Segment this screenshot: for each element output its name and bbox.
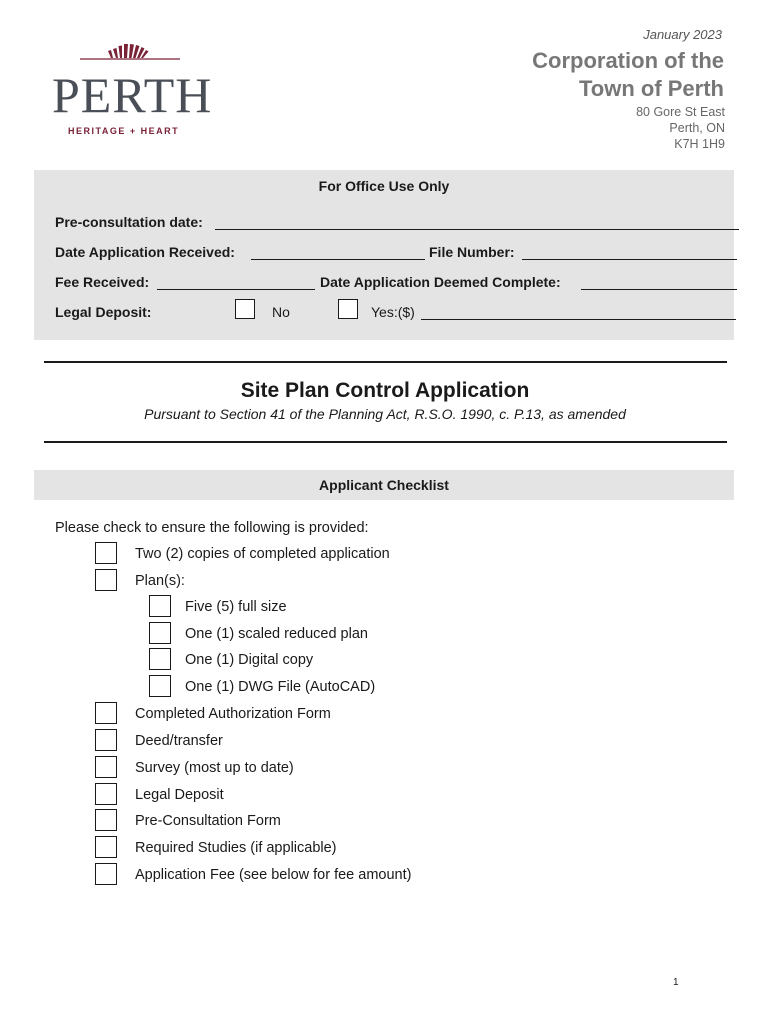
checklist-checkbox[interactable] <box>95 863 117 885</box>
legal-deposit-label: Legal Deposit: <box>55 304 152 320</box>
address-line-2: Perth, ON <box>669 121 725 135</box>
document-title: Site Plan Control Application <box>240 379 530 402</box>
checklist-item-label: Legal Deposit <box>135 787 224 803</box>
checklist-item-label: Completed Authorization Form <box>135 706 331 722</box>
checklist-checkbox[interactable] <box>149 622 171 644</box>
legal-deposit-no-checkbox[interactable] <box>235 299 255 319</box>
title-bottom-rule <box>44 441 727 443</box>
checklist-checkbox[interactable] <box>149 675 171 697</box>
checklist-item-label: Deed/transfer <box>135 733 223 749</box>
checklist-item-label: Two (2) copies of completed application <box>135 546 390 562</box>
checklist-checkbox[interactable] <box>149 595 171 617</box>
checklist-checkbox[interactable] <box>95 569 117 591</box>
deemed-complete-field[interactable] <box>581 289 737 290</box>
checklist-checkbox[interactable] <box>95 809 117 831</box>
page-number: 1 <box>673 977 679 988</box>
address-line-3: K7H 1H9 <box>674 137 725 151</box>
header-date: January 2023 <box>643 27 722 42</box>
preconsultation-row <box>55 212 717 232</box>
checklist-item-label: Pre-Consultation Form <box>135 813 281 829</box>
file-number-label: File Number: <box>429 244 515 260</box>
fee-received-field[interactable] <box>157 289 315 290</box>
checklist-item-label: One (1) DWG File (AutoCAD) <box>185 679 376 695</box>
date-received-label: Date Application Received: <box>55 244 235 260</box>
logo-wordmark: PERTH <box>52 67 213 123</box>
checklist-checkbox[interactable] <box>95 756 117 778</box>
organization-address <box>636 104 725 152</box>
preconsultation-field[interactable] <box>215 229 739 230</box>
document-subtitle: Pursuant to Section 41 of the Planning Act, R.S.O. 1990, c. P.13, as amended <box>144 406 626 422</box>
perth-logo <box>50 40 213 140</box>
checklist-item-label: Required Studies (if applicable) <box>135 840 337 856</box>
fee-received-label: Fee Received: <box>55 274 150 290</box>
yes-label: Yes:($) <box>371 304 415 320</box>
checklist-checkbox[interactable] <box>95 836 117 858</box>
org-line-2: Town of Perth <box>578 76 724 101</box>
checklist-checkbox[interactable] <box>149 648 171 670</box>
checklist-item-label: Survey (most up to date) <box>135 760 294 776</box>
deemed-complete-label: Date Application Deemed Complete: <box>320 274 561 290</box>
title-top-rule <box>44 361 727 363</box>
checklist-item-label: Five (5) full size <box>185 599 287 615</box>
date-received-field[interactable] <box>251 259 425 260</box>
checklist-checkbox[interactable] <box>95 702 117 724</box>
legal-deposit-row <box>55 302 717 322</box>
date-received-row <box>55 242 717 262</box>
sunburst-icon <box>80 40 180 62</box>
logo-tagline: HERITAGE + HEART <box>68 126 180 136</box>
checklist-item-label: One (1) scaled reduced plan <box>185 626 368 642</box>
preconsultation-label: Pre-consultation date: <box>55 214 203 230</box>
office-use-title: For Office Use Only <box>318 178 450 194</box>
checklist-item-label: One (1) Digital copy <box>185 652 314 668</box>
checklist-item-label: Application Fee (see below for fee amount) <box>135 867 412 883</box>
fee-row <box>55 272 717 292</box>
address-line-1: 80 Gore St East <box>636 105 725 119</box>
no-label: No <box>272 304 290 320</box>
checklist-checkbox[interactable] <box>95 542 117 564</box>
organization-name <box>464 47 724 103</box>
checklist-checkbox[interactable] <box>95 729 117 751</box>
org-line-1: Corporation of the <box>532 48 724 73</box>
legal-deposit-yes-checkbox[interactable] <box>338 299 358 319</box>
yes-amount-field[interactable] <box>421 319 736 320</box>
office-use-panel <box>34 170 734 340</box>
file-number-field[interactable] <box>522 259 737 260</box>
checklist-title: Applicant Checklist <box>319 477 449 493</box>
checklist-checkbox[interactable] <box>95 783 117 805</box>
checklist-header-bar <box>34 470 734 500</box>
checklist-intro: Please check to ensure the following is provided: <box>55 520 369 536</box>
checklist-item-label: Plan(s): <box>135 573 185 589</box>
